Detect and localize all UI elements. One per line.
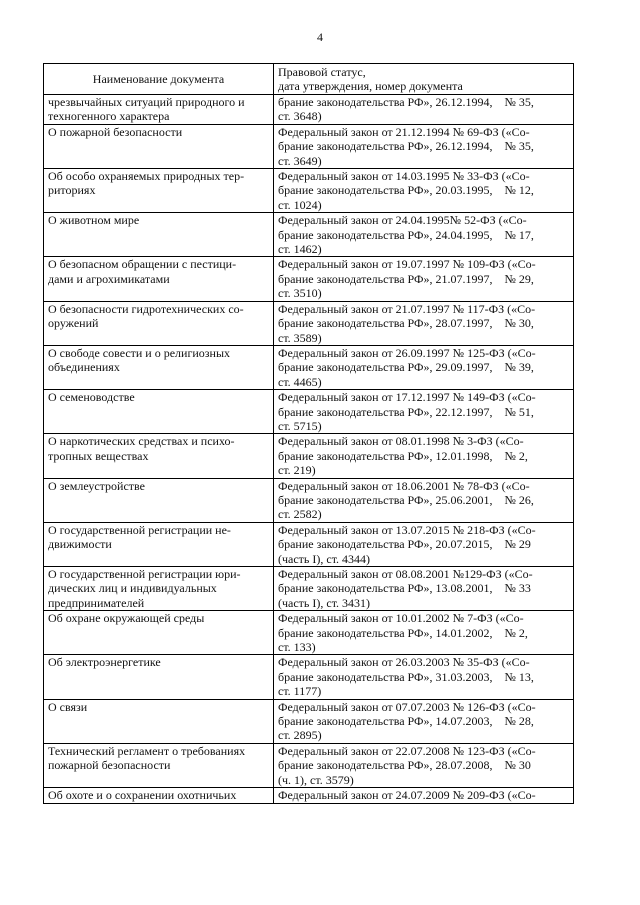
- document-name-cell: [44, 611, 274, 655]
- legal-status: Федеральный закон от 19.07.1997 № 109-ФЗ («Со- брание законодательства РФ», 21.07.1997, № 29, ст. 3510): [278, 257, 536, 301]
- document-name-cell: [44, 95, 274, 125]
- legal-status-cell: [274, 257, 574, 301]
- document-name-cell: [44, 655, 274, 699]
- legal-status: брание законодательства РФ», 26.12.1994, № 35, ст. 3648): [278, 95, 534, 124]
- table-row: [44, 390, 574, 434]
- table-row: [44, 345, 574, 389]
- legal-status: Федеральный закон от 14.03.1995 № 33-ФЗ («Со- брание законодательства РФ», 20.03.1995, № 12, ст. 1024): [278, 169, 534, 212]
- legal-status: Федеральный закон от 08.01.1998 № 3-ФЗ («Со- брание законодательства РФ», 12.01.1998, № 2, ст. 219): [278, 434, 528, 478]
- table-row: [44, 522, 574, 566]
- table-row: [44, 567, 574, 611]
- legal-status-cell: [274, 567, 574, 611]
- legal-status-cell: [274, 699, 574, 743]
- legal-status-cell: [274, 743, 574, 787]
- legal-status: Федеральный закон от 26.09.1997 № 125-ФЗ («Со- брание законодательства РФ», 29.09.1997, № 39, ст. 4465): [278, 345, 536, 389]
- document-name-cell: [44, 699, 274, 743]
- page-number: 4: [317, 30, 323, 44]
- legal-status-cell: [274, 95, 574, 125]
- table-row: [44, 169, 574, 213]
- document-name-cell: [44, 522, 274, 566]
- document-name: О пожарной безопасности: [48, 124, 183, 139]
- document-name-cell: [44, 788, 274, 803]
- legal-status-cell: [274, 611, 574, 655]
- legal-status-cell: [274, 655, 574, 699]
- table-row: [44, 124, 574, 168]
- document-name: О безопасности гидротехнических со- оружений: [48, 301, 244, 331]
- document-name-cell: [44, 169, 274, 213]
- legal-status: Федеральный закон от 21.07.1997 № 117-ФЗ («Со- брание законодательства РФ», 28.07.1997, № 30, ст. 3589): [278, 301, 536, 345]
- table-row: [44, 699, 574, 743]
- header-document-name: Наименование документа: [44, 64, 274, 95]
- legal-status-cell: [274, 522, 574, 566]
- legal-status: Федеральный закон от 22.07.2008 № 123-ФЗ («Со- брание законодательства РФ», 28.07.2008, № 30 (ч. 1), ст. 3579): [278, 743, 536, 787]
- document-name: Об охоте и о сохранении охотничьих: [48, 788, 237, 803]
- table-row: [44, 743, 574, 787]
- legal-status-cell: [274, 301, 574, 345]
- table-row: [44, 301, 574, 345]
- legal-status: Федеральный закон от 07.07.2003 № 126-ФЗ («Со- брание законодательства РФ», 14.07.2003, № 28, ст. 2895): [278, 699, 536, 743]
- legal-status-cell: [274, 478, 574, 522]
- table-row: [44, 611, 574, 655]
- document-name: Об особо охраняемых природных тер- риториях: [48, 169, 245, 198]
- legal-status: Федеральный закон от 18.06.2001 № 78-ФЗ («Со- брание законодательства РФ», 25.06.2001, № 26, ст. 2582): [278, 478, 534, 522]
- document-name: О землеустройстве: [48, 478, 145, 493]
- table-row: [44, 95, 574, 125]
- header-legal-status: Правовой статус, дата утверждения, номер документа: [274, 64, 574, 95]
- document-name: Об охране окружающей среды: [48, 611, 205, 626]
- document-name: чрезвычайных ситуаций природного и техногенного характера: [48, 95, 245, 124]
- legal-status: Федеральный закон от 24.04.1995№ 52-ФЗ («Со- брание законодательства РФ», 24.04.1995, № 17, ст. 1462): [278, 213, 534, 257]
- document-name: О государственной регистрации не- движимости: [48, 522, 231, 552]
- legal-status: Федеральный закон от 26.03.2003 № 35-ФЗ («Со- брание законодательства РФ», 31.03.2003, № 13, ст. 1177): [278, 655, 534, 699]
- document-name: О связи: [48, 699, 88, 714]
- document-name: О безопасном обращении с пестици- дами и агрохимикатами: [48, 257, 237, 286]
- legal-status-cell: [274, 345, 574, 389]
- legal-status-cell: [274, 169, 574, 213]
- document-name: О наркотических средствах и психо- тропных веществах: [48, 434, 235, 463]
- legal-status-cell: [274, 124, 574, 168]
- document-name-cell: [44, 434, 274, 478]
- document-name-cell: [44, 124, 274, 168]
- document-name-cell: [44, 213, 274, 257]
- document-table: [43, 63, 574, 804]
- document-name: О свободе совести и о религиозных объединениях: [48, 345, 231, 375]
- legal-status: Федеральный закон от 08.08.2001 №129-ФЗ («Со- брание законодательства РФ», 13.08.2001, № 33 (часть I), ст. 3431): [278, 567, 533, 610]
- legal-status-cell: [274, 390, 574, 434]
- document-name: О животном мире: [48, 213, 140, 228]
- document-name-cell: [44, 301, 274, 345]
- legal-status: Федеральный закон от 17.12.1997 № 149-ФЗ («Со- брание законодательства РФ», 22.12.1997, № 51, ст. 5715): [278, 390, 536, 433]
- document-name-cell: [44, 478, 274, 522]
- document-name-cell: [44, 345, 274, 389]
- legal-status-cell: [274, 434, 574, 478]
- document-name-cell: [44, 567, 274, 611]
- table-row: [44, 213, 574, 257]
- legal-status-cell: [274, 213, 574, 257]
- legal-status: Федеральный закон от 13.07.2015 № 218-ФЗ («Со- брание законодательства РФ», 20.07.2015, № 29 (часть I), ст. 4344): [278, 522, 536, 566]
- document-name: Об электроэнергетике: [48, 655, 161, 670]
- table-row: [44, 788, 574, 803]
- table-row: [44, 478, 574, 522]
- document-name-cell: [44, 390, 274, 434]
- document-name-cell: [44, 257, 274, 301]
- document-name: Технический регламент о требованиях пожарной безопасности: [48, 743, 246, 773]
- table-row: [44, 655, 574, 699]
- document-name: О государственной регистрации юри- дических лиц и индивидуальных предпринимателей: [48, 567, 241, 610]
- table-row: [44, 434, 574, 478]
- table-row: [44, 257, 574, 301]
- legal-status-cell: [274, 788, 574, 803]
- document-name-cell: [44, 743, 274, 787]
- document-name: О семеноводстве: [48, 390, 135, 405]
- legal-status: Федеральный закон от 10.01.2002 № 7-ФЗ («Со- брание законодательства РФ», 14.01.2002, № 2, ст. 133): [278, 611, 528, 655]
- legal-status: Федеральный закон от 21.12.1994 № 69-ФЗ («Со- брание законодательства РФ», 26.12.1994, № 35, ст. 3649): [278, 124, 534, 168]
- legal-status: Федеральный закон от 24.07.2009 № 209-ФЗ («Со-: [278, 788, 536, 803]
- table-header-row: [44, 64, 574, 95]
